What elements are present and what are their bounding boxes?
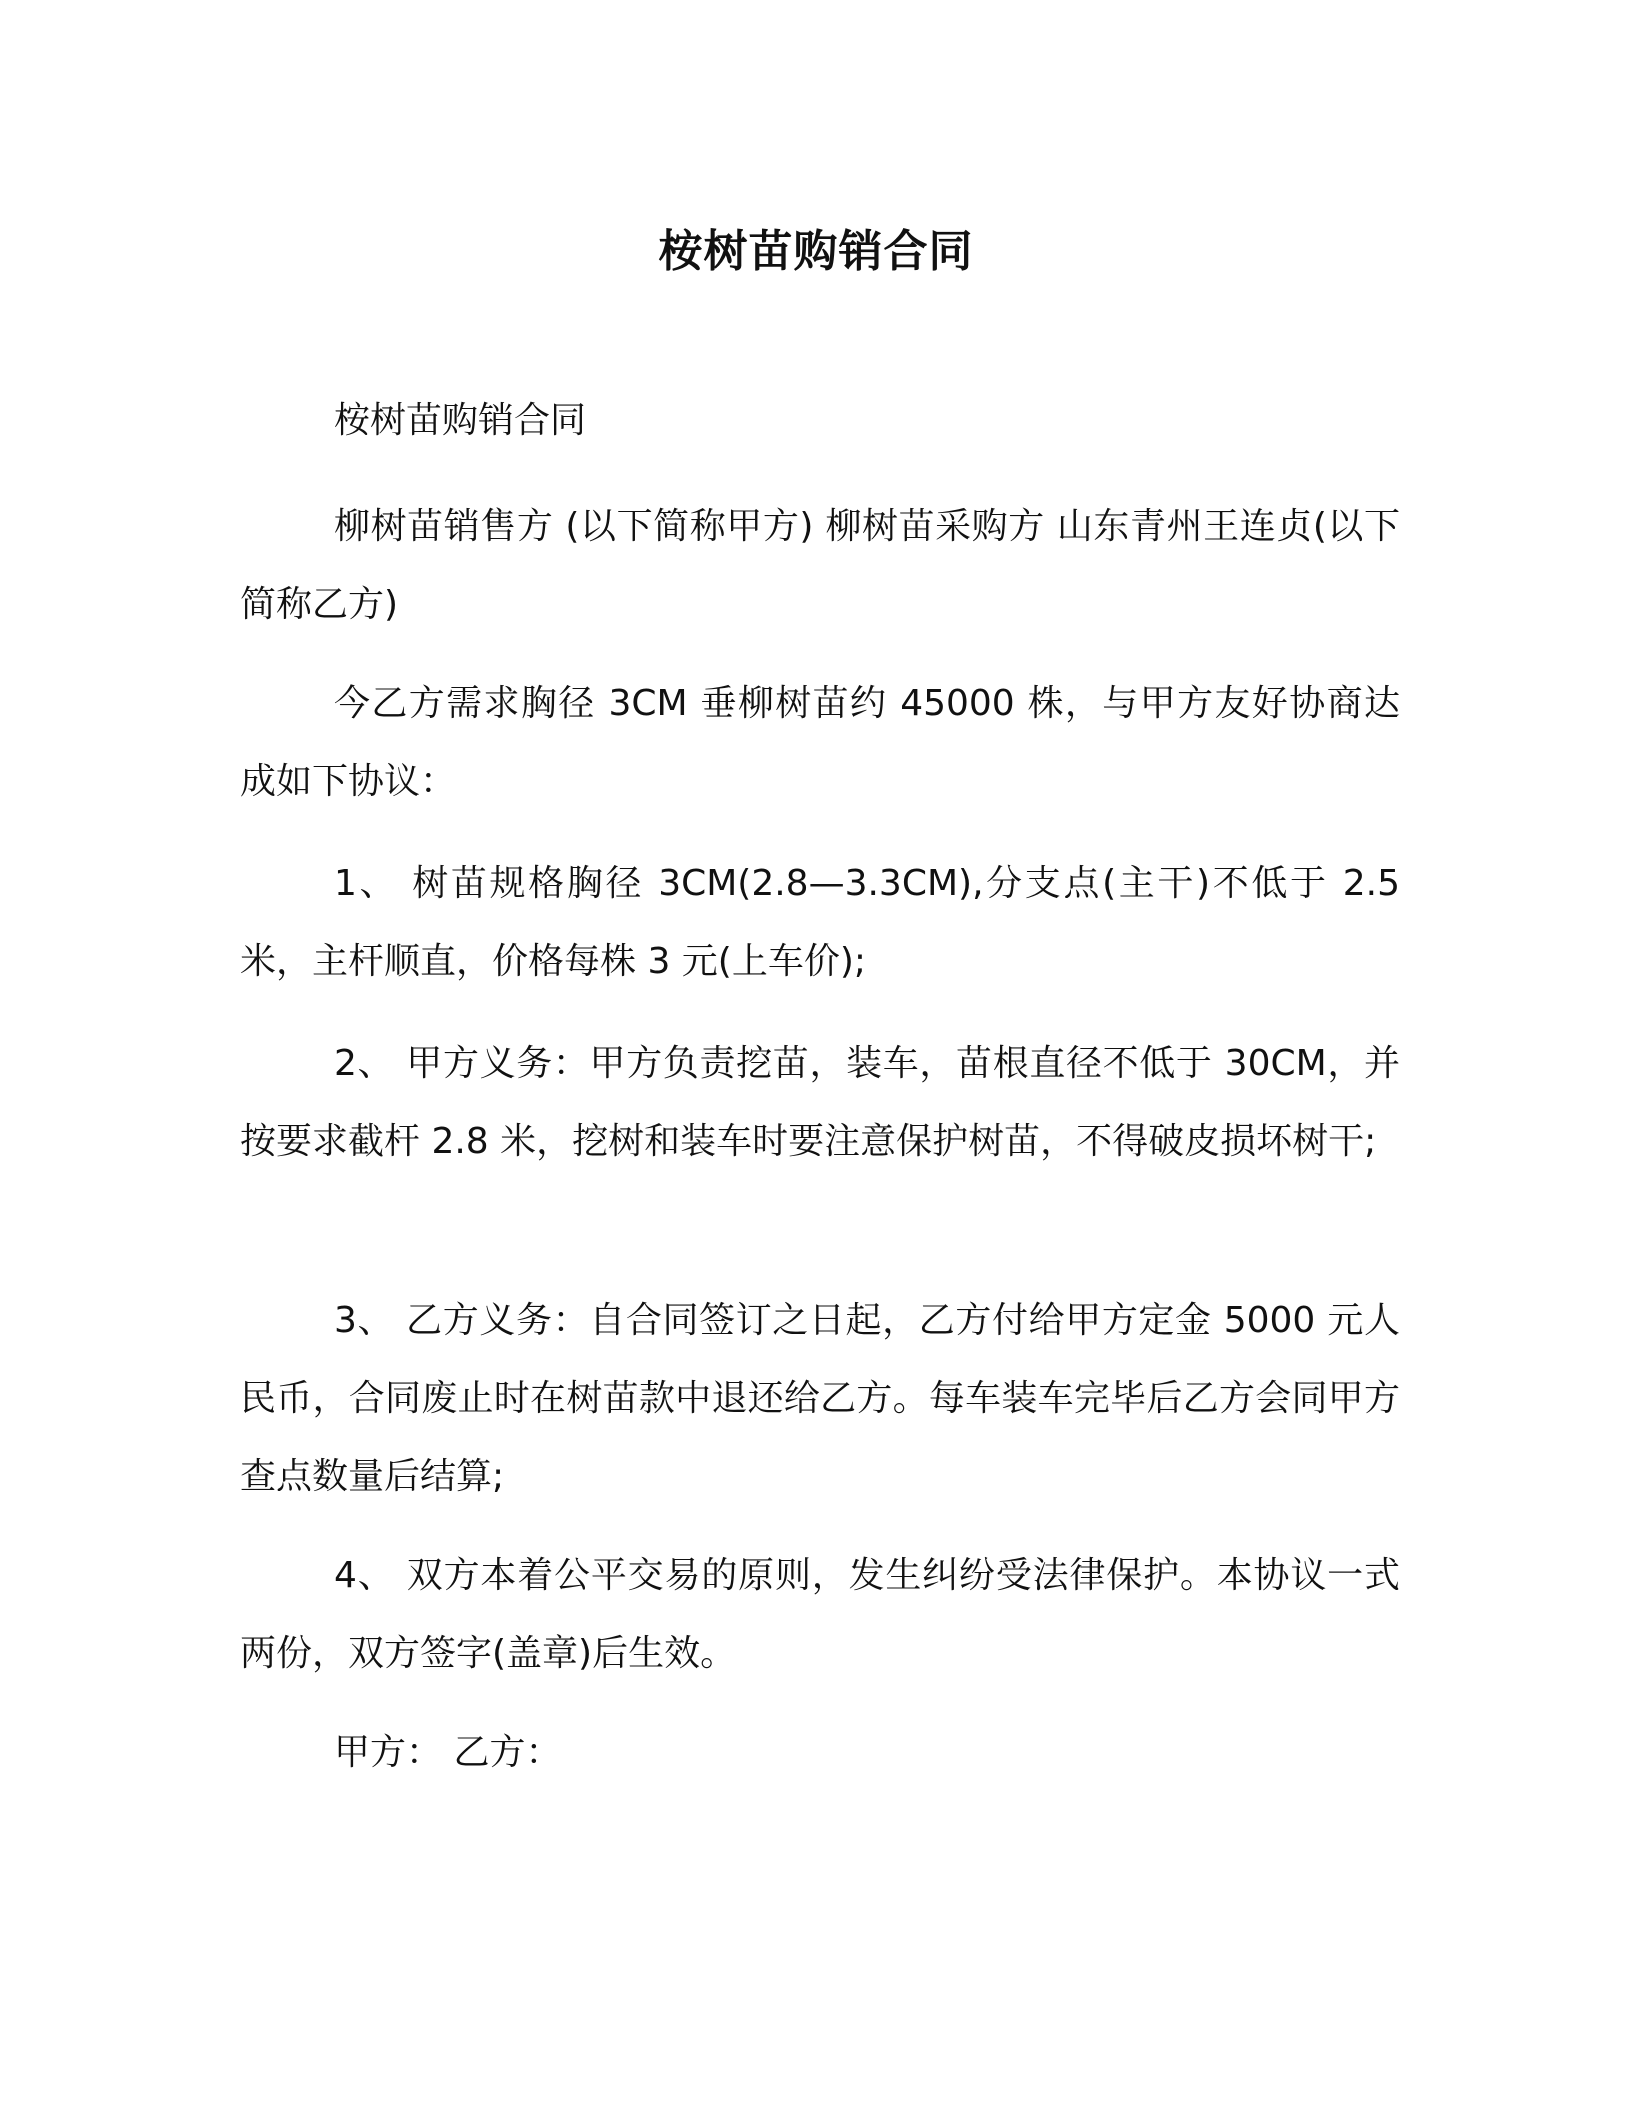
intro-paragraph: 今乙方需求胸径 3CM 垂柳树苗约 45000 株，与甲方友好协商达成如下协议： xyxy=(240,683,1400,802)
clause-4: 4、 双方本着公平交易的原则，发生纠纷受法律保护。本协议一式两份，双方签字(盖章)后生效。 xyxy=(240,1555,1400,1674)
clause-2: 2、 甲方义务：甲方负责挖苗，装车，苗根直径不低于 30CM，并按要求截杆 2.8 米，挖树和装车时要注意保护树苗，不得破皮损坏树干; xyxy=(240,1043,1400,1162)
clause-1: 1、 树苗规格胸径 3CM(2.8—3.3CM),分支点(主干)不低于 2.5 米，主杆顺直，价格每株 3 元(上车价); xyxy=(240,863,1400,982)
document-title: 桉树苗购销合同 xyxy=(658,226,974,277)
parties-paragraph: 柳树苗销售方 (以下简称甲方) 柳树苗采购方 山东青州王连贞(以下简称乙方) xyxy=(240,506,1400,625)
document-subtitle: 桉树苗购销合同 xyxy=(334,400,587,441)
signature-line: 甲方： 乙方： xyxy=(334,1732,562,1773)
clause-3: 3、 乙方义务：自合同签订之日起，乙方付给甲方定金 5000 元人民币，合同废止时在树苗款中退还给乙方。每车装车完毕后乙方会同甲方查点数量后结算; xyxy=(240,1300,1400,1497)
